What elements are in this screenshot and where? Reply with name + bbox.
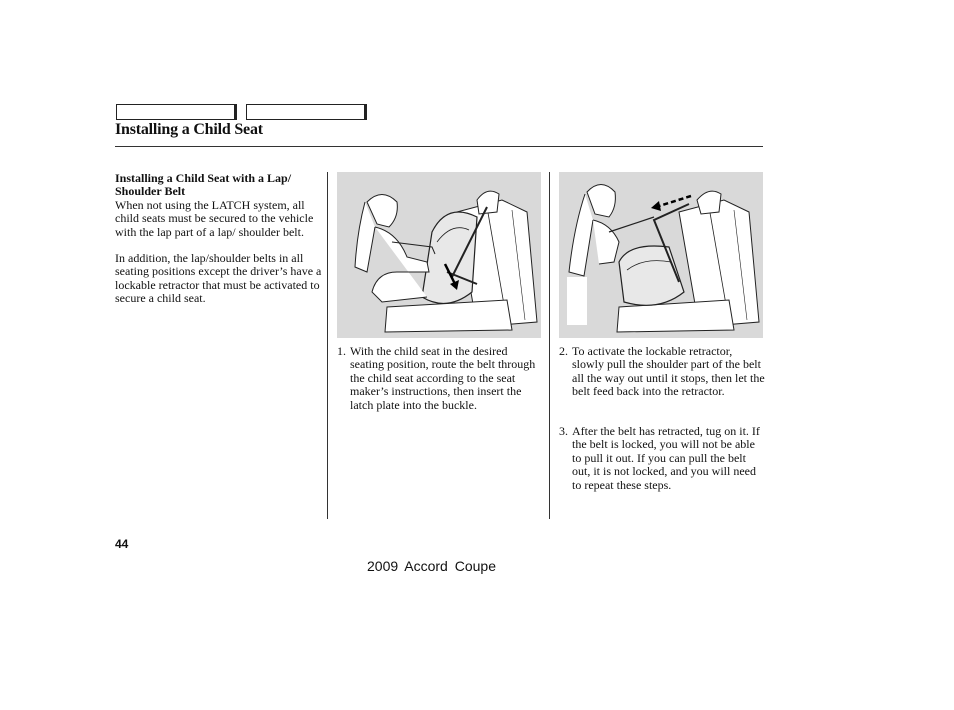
route-belt-drawing <box>337 172 541 338</box>
step-text: After the belt has retracted, tug on it. If the belt is locked, you will not be able to pull it out. If you can pull the belt out, it is not locked, and you will need to repeat these steps. <box>572 424 760 492</box>
title-divider <box>115 146 763 147</box>
intro-paragraph-2: In addition, the lap/shoulder belts in all seating positions except the driver’s have a lockable retractor that must be activated to secure a child seat. <box>115 251 322 306</box>
step-text: To activate the lockable retractor, slowly pull the shoulder part of the belt all the way out until it stops, then let the belt feed back into the retractor. <box>572 344 765 399</box>
section-tab-2[interactable] <box>246 104 367 120</box>
step-number: 1. <box>337 344 346 358</box>
column-divider-1 <box>327 172 328 519</box>
intro-paragraph-1: When not using the LATCH system, all child seats must be secured to the vehicle with the lap part of a lap/ shoulder belt. <box>115 197 314 239</box>
step-text: With the child seat in the desired seating position, route the belt through the child seat according to the seat maker’s instructions, then insert the latch plate into the buckle. <box>350 344 536 412</box>
pull-belt-drawing <box>559 172 763 338</box>
step-number: 3. <box>559 424 568 438</box>
section-heading: Installing a Child Seat with a Lap/ Shoulder Belt <box>115 171 292 199</box>
step-3 <box>559 425 767 492</box>
column-divider-2 <box>549 172 550 519</box>
section-tab-1[interactable] <box>116 104 237 120</box>
footer-model-name: 2009 Accord Coupe <box>367 558 496 574</box>
illustration-route-belt <box>337 172 541 338</box>
step-number: 2. <box>559 344 568 358</box>
page-number: 44 <box>115 537 129 551</box>
step-2 <box>559 345 767 399</box>
step-1 <box>337 345 541 412</box>
page-title: Installing a Child Seat <box>115 121 263 138</box>
illustration-pull-belt <box>559 172 763 338</box>
intro-column <box>115 172 323 306</box>
